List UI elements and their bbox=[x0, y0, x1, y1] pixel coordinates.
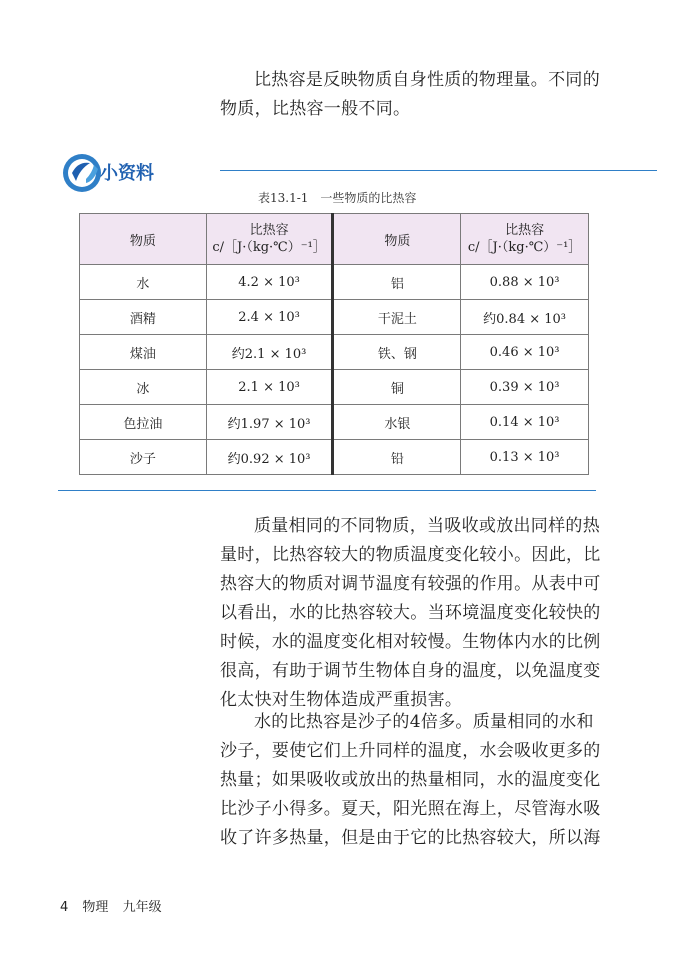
substance-cell: 水 bbox=[80, 265, 207, 300]
intro-paragraph: 比热容是反映物质自身性质的物理量。不同的物质，比热容一般不同。 bbox=[220, 70, 600, 119]
value-cell: 约0.92 × 10³ bbox=[206, 440, 333, 475]
sidebar-rule bbox=[220, 170, 657, 171]
sidebar-bottom-rule bbox=[58, 490, 596, 491]
substance-cell: 色拉油 bbox=[80, 405, 207, 440]
table-row bbox=[80, 300, 589, 335]
table-row bbox=[80, 440, 589, 475]
substance-cell: 酒精 bbox=[80, 300, 207, 335]
value-cell: 0.46 × 10³ bbox=[461, 335, 589, 370]
substance-cell: 煤油 bbox=[80, 335, 207, 370]
grade-label: 九年级 bbox=[122, 900, 162, 915]
sidebar-title: 小资料 bbox=[100, 163, 154, 184]
table-row bbox=[80, 265, 589, 300]
table-row bbox=[80, 335, 589, 370]
body-paragraph: 水的比热容是沙子的4倍多。质量相同的水和沙子，要使它们上升同样的温度，水会吸收更多的热量；如果吸收或放出的热量相同，水的温度变化比沙子小得多。夏天，阳光照在海上，尽管海水吸收了许多热量，但是由于它的比热容较大，所以海 bbox=[220, 712, 601, 848]
value-cell: 2.1 × 10³ bbox=[206, 370, 333, 405]
value-cell: 2.4 × 10³ bbox=[206, 300, 333, 335]
value-cell: 0.88 × 10³ bbox=[461, 265, 589, 300]
value-cell: 约1.97 × 10³ bbox=[206, 405, 333, 440]
substance-cell: 铁、钢 bbox=[333, 335, 461, 370]
page-footer bbox=[60, 896, 172, 915]
table-row bbox=[80, 405, 589, 440]
header-specific-heat: 比热容 c/［J·（kg·℃）⁻¹］ bbox=[461, 214, 589, 265]
value-cell: 0.13 × 10³ bbox=[461, 440, 589, 475]
table-row bbox=[80, 370, 589, 405]
substance-cell: 冰 bbox=[80, 370, 207, 405]
specific-heat-table bbox=[79, 213, 589, 475]
value-cell: 4.2 × 10³ bbox=[206, 265, 333, 300]
substance-cell: 铜 bbox=[333, 370, 461, 405]
substance-cell: 铝 bbox=[333, 265, 461, 300]
value-cell: 0.39 × 10³ bbox=[461, 370, 589, 405]
substance-cell: 沙子 bbox=[80, 440, 207, 475]
value-cell: 约2.1 × 10³ bbox=[206, 335, 333, 370]
substance-cell: 铅 bbox=[333, 440, 461, 475]
header-substance: 物质 bbox=[333, 214, 461, 265]
table-caption: 表13.1-1 一些物质的比热容 bbox=[258, 191, 417, 205]
substance-cell: 水银 bbox=[333, 405, 461, 440]
header-specific-heat: 比热容 c/［J·（kg·℃）⁻¹］ bbox=[206, 214, 333, 265]
substance-cell: 干泥土 bbox=[333, 300, 461, 335]
body-paragraph: 质量相同的不同物质，当吸收或放出同样的热量时，比热容较大的物质温度变化较小。因此，比热容大的物质对调节温度有较强的作用。从表中可以看出，水的比热容较大。当环境温度变化较快的时候，水的温度变化相对较慢。生物体内水的比例很高，有助于调节生物体自身的温度，以免温度变化太快对生物体造成严重损害。 bbox=[220, 516, 601, 710]
header-substance: 物质 bbox=[80, 214, 207, 265]
value-cell: 0.14 × 10³ bbox=[461, 405, 589, 440]
value-cell: 约0.84 × 10³ bbox=[461, 300, 589, 335]
page-number: 4 bbox=[60, 900, 69, 915]
subject-label: 物理 bbox=[82, 900, 109, 915]
table-header-row bbox=[80, 214, 589, 265]
